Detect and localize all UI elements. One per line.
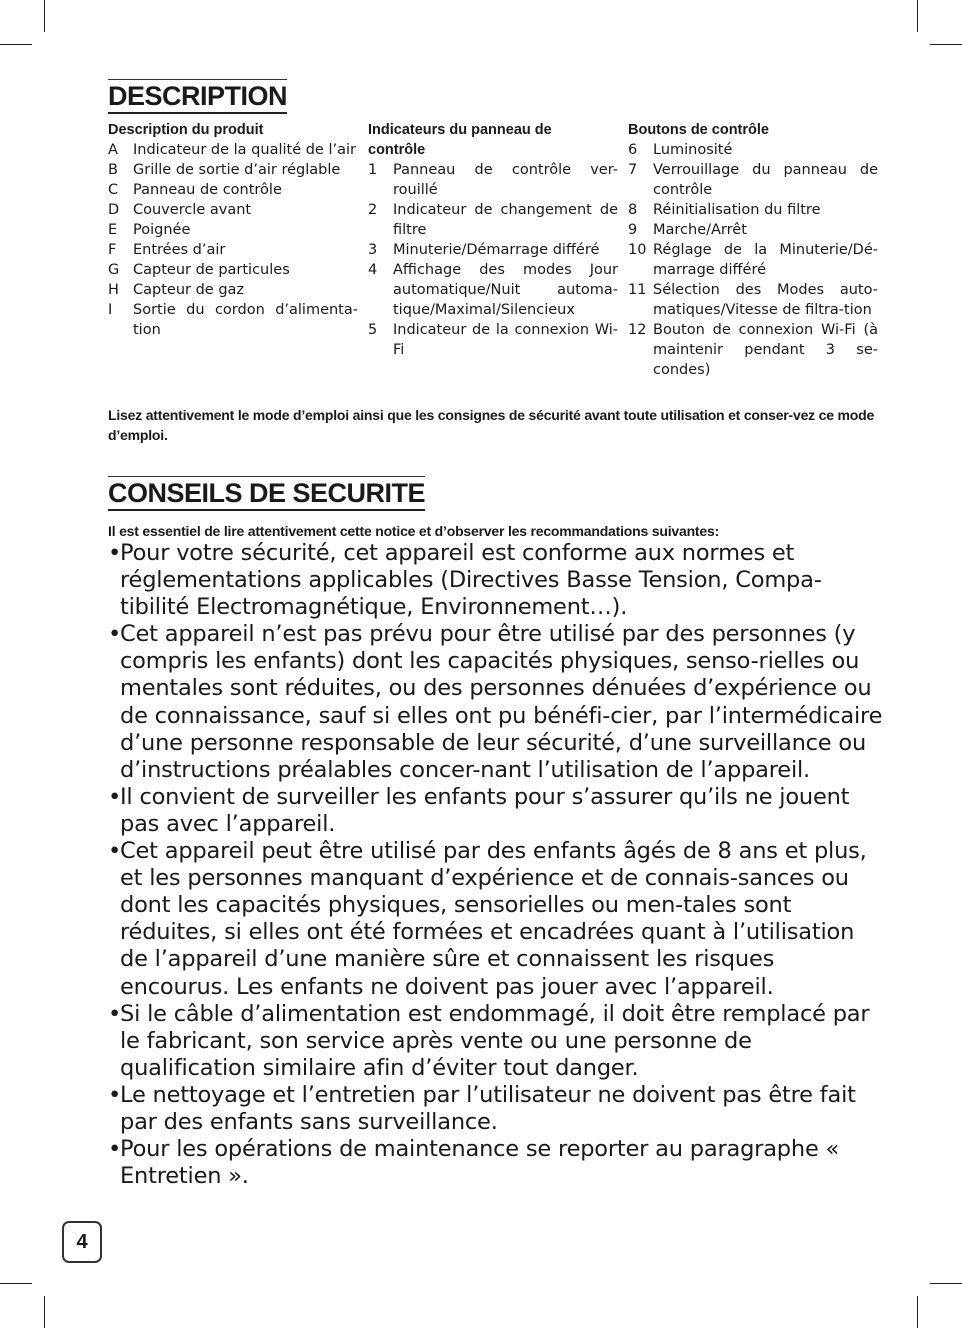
list-item xyxy=(108,160,358,180)
list-item-key: 5 xyxy=(368,322,378,338)
list-item xyxy=(628,320,878,380)
list-item-key: 11 xyxy=(628,282,647,298)
list-item-key: I xyxy=(108,302,113,318)
list-item-text: Réinitialisation du filtre xyxy=(653,202,821,218)
list-item-key: F xyxy=(108,242,117,258)
list-item-text: Grille de sortie d’air réglable xyxy=(133,162,341,178)
list-item xyxy=(628,220,878,240)
list-item xyxy=(368,200,618,240)
list-item-key: C xyxy=(108,182,119,198)
description-title xyxy=(108,79,287,114)
description-title-text: DESCRIPTION xyxy=(108,81,288,111)
list-item xyxy=(108,180,358,200)
bullet-icon: • xyxy=(108,783,122,810)
crop-mark xyxy=(0,1283,32,1284)
list-item-key: 8 xyxy=(628,202,638,218)
safety-bullet-list xyxy=(108,540,883,1190)
list-item xyxy=(628,240,878,280)
list-item xyxy=(108,220,358,240)
list-item-text: Minuterie/Démarrage différé xyxy=(393,242,600,258)
list-item-text: Indicateur de la connexion Wi-Fi xyxy=(393,322,618,358)
list-item-text: Luminosité xyxy=(653,142,733,158)
buttons-heading: Boutons de contrôle xyxy=(628,122,769,138)
list-item-text: Capteur de particules xyxy=(133,262,290,278)
crop-mark xyxy=(917,0,918,32)
bullet-icon: • xyxy=(108,1136,122,1163)
safety-bullet-text: Pour votre sécurité, cet appareil est conforme aux normes et réglementations applicables (Directives Basse Tension, Compa-tibilité Electromagnétique, Environnement…). xyxy=(120,540,822,621)
crop-mark xyxy=(0,44,32,45)
list-item xyxy=(628,160,878,200)
crop-mark xyxy=(44,1296,45,1328)
list-item-text: Sortie du cordon d’alimenta-tion xyxy=(133,302,358,338)
list-item xyxy=(368,240,618,260)
bullet-icon: • xyxy=(108,838,122,865)
list-item xyxy=(628,280,878,320)
list-item xyxy=(108,300,358,340)
list-item-text: Entrées d’air xyxy=(133,242,226,258)
product-description-heading: Description du produit xyxy=(108,122,264,138)
list-item-text: Poignée xyxy=(133,222,191,238)
safety-bullet-text: Pour les opérations de maintenance se reporter au paragraphe « Entretien ». xyxy=(120,1136,840,1190)
safety-intro: Il est essentiel de lire attentivement cette notice et d’observer les recommandations suivantes: xyxy=(108,523,720,539)
list-item xyxy=(628,200,878,220)
crop-mark xyxy=(930,1283,962,1284)
list-item-key: 12 xyxy=(628,322,647,338)
bullet-icon: • xyxy=(108,1081,122,1108)
bullet-icon: • xyxy=(108,540,122,566)
list-item-text: Panneau de contrôle ver-rouillé xyxy=(393,162,618,198)
list-item-text: Panneau de contrôle xyxy=(133,182,282,198)
list-item xyxy=(368,320,618,360)
list-item-text: Indicateur de la qualité de l’air xyxy=(133,142,356,158)
list-item-text: Couvercle avant xyxy=(133,202,252,218)
safety-bullet xyxy=(108,1001,883,1082)
safety-title-text: CONSEILS DE SECURITE xyxy=(108,478,426,508)
list-item-text: Verrouillage du panneau de contrôle xyxy=(653,162,878,198)
page-number: 4 xyxy=(62,1221,102,1263)
safety-bullet xyxy=(108,838,883,1001)
list-item xyxy=(368,260,618,320)
bullet-icon: • xyxy=(108,621,122,648)
safety-title xyxy=(108,476,425,511)
list-item-key: A xyxy=(108,142,118,158)
indicators-heading: Indicateurs du panneau de contrôle xyxy=(368,122,552,158)
crop-mark xyxy=(930,44,962,45)
list-item-text: Capteur de gaz xyxy=(133,282,245,298)
safety-bullet-text: Cet appareil n’est pas prévu pour être utilisé par des personnes (y compris les enfants) dont les capacités physiques, senso-rielles ou mentales sont réduites, ou des personnes dénuées d’expérience ou de connaissance, sauf si elles ont pu bénéfi-cier, par l’intermédicaire d’une personne responsable de leur sécurité, d’une surveillance ou d’instructions préalables concer-nant l’utilisation de l’appareil. xyxy=(120,621,883,783)
list-item xyxy=(108,260,358,280)
list-item xyxy=(628,140,878,160)
title-underline xyxy=(108,509,425,511)
safety-bullet xyxy=(108,540,883,621)
read-instructions-note: Lisez attentivement le mode d’emploi ainsi que les consignes de sécurité avant toute utilisation et conser-vez ce mode d’emploi. xyxy=(108,407,875,443)
safety-bullet-text: Il convient de surveiller les enfants pour s’assurer qu’ils ne jouent pas avec l’appareil. xyxy=(120,783,850,837)
safety-bullet xyxy=(108,621,883,784)
list-item-text: Bouton de connexion Wi-Fi (à maintenir pendant 3 se-condes) xyxy=(653,322,878,378)
crop-mark xyxy=(44,0,45,32)
list-item-text: Réglage de la Minuterie/Dé-marrage différé xyxy=(653,242,878,278)
list-item-key: G xyxy=(108,262,120,278)
list-item-key: 9 xyxy=(628,222,638,238)
list-item-text: Affichage des modes Jour automatique/Nuit automa-tique/Maximal/Silencieux xyxy=(393,262,618,318)
safety-bullet xyxy=(108,1136,883,1190)
list-item xyxy=(108,200,358,220)
list-item xyxy=(108,140,358,160)
list-item-key: B xyxy=(108,162,118,178)
list-item-key: 10 xyxy=(628,242,647,258)
list-item-key: E xyxy=(108,222,118,238)
list-item-key: 6 xyxy=(628,142,638,158)
safety-bullet-text: Le nettoyage et l’entretien par l’utilisateur ne doivent pas être fait par des enfants sans surveillance. xyxy=(120,1081,856,1135)
list-item-key: 7 xyxy=(628,162,638,178)
list-item-text: Indicateur de changement de filtre xyxy=(393,202,618,238)
list-item-text: Marche/Arrêt xyxy=(653,222,747,238)
list-item-key: D xyxy=(108,202,120,218)
title-underline xyxy=(108,112,287,114)
list-item-key: 4 xyxy=(368,262,378,278)
list-item xyxy=(108,280,358,300)
safety-bullet xyxy=(108,784,883,838)
list-item xyxy=(108,240,358,260)
safety-bullet-text: Si le câble d’alimentation est endommagé, il doit être remplacé par le fabricant, son service après vente ou une personne de qualification similaire afin d’éviter tout danger. xyxy=(120,1000,870,1081)
indicators-column xyxy=(368,120,618,360)
list-item-key: 3 xyxy=(368,242,378,258)
safety-bullet xyxy=(108,1082,883,1136)
bullet-icon: • xyxy=(108,1000,122,1027)
safety-bullet-text: Cet appareil peut être utilisé par des enfants âgés de 8 ans et plus, et les personnes manquant d’expérience et de connais-sances ou dont les capacités physiques, sensorielles ou men-tales sont réduites, si elles ont été formées et encadrées quant à l’utilisation de l’appareil d’une manière sûre et connaissent les risques encourus. Les enfants ne doivent pas jouer avec l’appareil. xyxy=(120,838,867,1000)
list-item-text: Sélection des Modes auto-matiques/Vitesse de filtra-tion xyxy=(653,282,878,318)
product-description-column xyxy=(108,120,358,340)
buttons-column xyxy=(628,120,878,380)
crop-mark xyxy=(917,1296,918,1328)
list-item-key: 1 xyxy=(368,162,378,178)
list-item-key: 2 xyxy=(368,202,378,218)
list-item xyxy=(368,160,618,200)
list-item-key: H xyxy=(108,282,119,298)
